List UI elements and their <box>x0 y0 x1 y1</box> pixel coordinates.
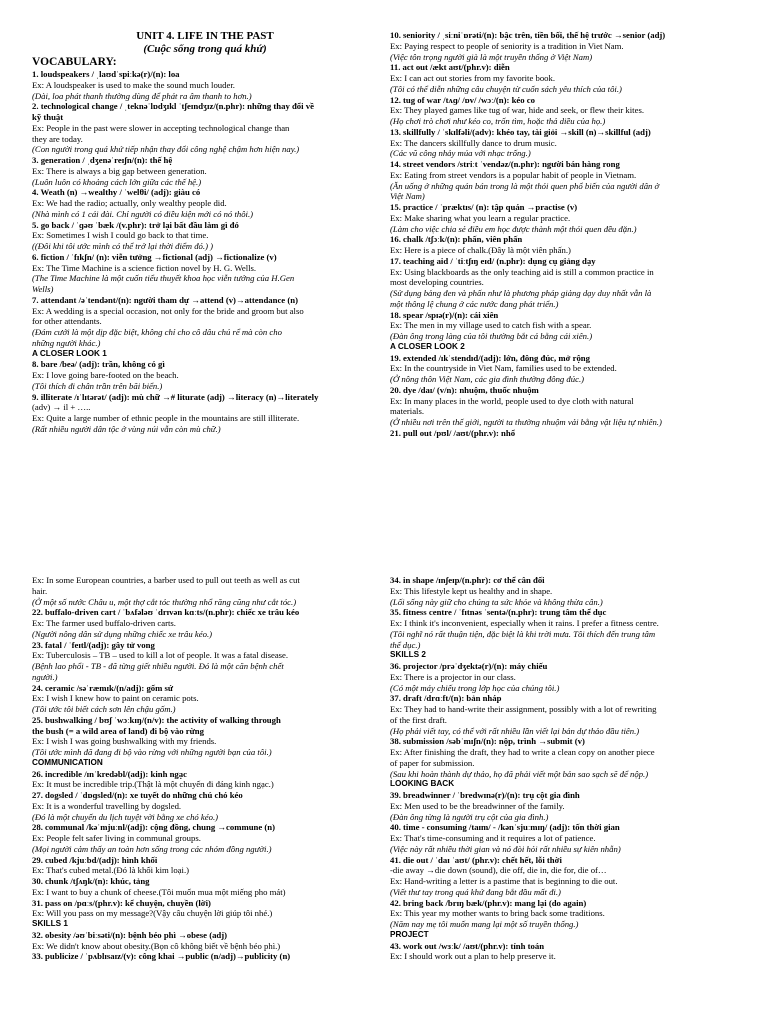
example-text: Ex: It is a wonderful travelling by dogsled. <box>32 800 182 811</box>
entry-heading: 11. act out /ækt aʊt/(phr.v): diễn <box>390 62 510 73</box>
entry-heading: 1. loudspeakers / ˌlaʊdˈspiːkə(r)/(n): loa <box>32 69 180 79</box>
section-heading: PROJECT <box>390 929 429 939</box>
translation-text: (Đàn ông trong làng của tôi thường bắt cá bằng cái xiên.) <box>390 331 593 341</box>
translation-text: Wells) <box>32 284 54 294</box>
translation-text: (Năm nay mẹ tôi muốn mang lại một số truyền thống.) <box>390 919 579 929</box>
example-text: for other attendants. <box>32 316 102 327</box>
translation-text: (Ở nông thôn Việt Nam, các gia đình thường đông đúc.) <box>390 374 585 384</box>
example-text: they are today. <box>32 133 83 144</box>
example-text: Ex: There is a projector in our class. <box>390 671 516 682</box>
translation-text: Việt Nam) <box>390 191 425 202</box>
example-text: Ex: In some European countries, a barber used to pull out teeth as well as cut <box>32 575 300 585</box>
vocabulary-heading: VOCABULARY: <box>32 56 117 68</box>
example-text: Ex: I should work out a plan to help preserve it. <box>390 951 556 962</box>
page-top-left-column <box>32 30 378 435</box>
unit-title: UNIT 4. LIFE IN THE PAST <box>136 30 274 42</box>
section-heading: COMMUNICATION <box>32 757 103 767</box>
section-heading: LOOKING BACK <box>390 779 455 789</box>
example-text: Ex: Eating from street vendors is a popular habit of people in Vietnam. <box>390 169 637 180</box>
entry-heading: 26. incredible /ɪnˈkredəbl/(adj): kinh ngạc <box>32 768 187 779</box>
example-text: Ex: Will you pass on my message?(Vậy câu chuyện lời giúp tôi nhé.) <box>32 908 273 919</box>
entry-heading: 5. go back / ˈɡəʊ ˈbæk /(v.phr): trở lại bất đầu làm gì đó <box>32 219 239 230</box>
example-text: Ex: We had the radio; actually, only wealthy people did. <box>32 198 227 208</box>
example-text: Ex: After finishing the draft, they had to write a clean copy on another piece <box>390 747 655 757</box>
translation-text: (Sau khi hoàn thành dự thảo, họ đã phải viết một bản sao sạch sẽ để nộp.) <box>390 768 649 779</box>
example-text: materials. <box>390 406 425 417</box>
translation-text: (Tôi có thể diễn những câu chuyện từ cuốn sách yêu thích của tôi.) <box>390 83 622 94</box>
translation-text: (Người nông dân sử dụng những chiếc xe trâu kéo.) <box>32 628 213 639</box>
example-text: hair. <box>32 585 48 596</box>
entry-heading: 37. draft /drɑːft/(n): bản nháp <box>390 693 502 704</box>
entry-heading: 40. time - consuming /taɪm/ - /kənˈsjuːmɪŋ/ (adj): tốn thời gian <box>390 822 620 833</box>
translation-text: (Họ phải viết tay, có thể với rất nhiều lần viết lại bản dự thảo đầu tiên.) <box>390 725 640 736</box>
translation-text: một thông lệ chung ở các nước đang phát triển.) <box>390 298 559 309</box>
example-text: -die away →die down (sound), die off, die in, die for, die of… <box>390 865 607 876</box>
translation-text: thể dục.) <box>390 639 421 650</box>
example-text: Ex: Quite a large number of ethnic people in the mountains are still illiterate. <box>32 413 300 423</box>
entry-heading: 27. dogsled / ˈdɒɡsled/(n): xe tuyết do những chú chó kéo <box>32 790 243 800</box>
example-text: Ex: Sometimes I wish I could go back to that time. <box>32 230 209 241</box>
translation-text: (Có một máy chiếu trong lớp học của chúng tôi.) <box>390 682 560 693</box>
section-heading: A CLOSER LOOK 2 <box>390 341 465 351</box>
example-text: Ex: I can act out stories from my favorite book. <box>390 73 556 83</box>
example-text: Ex: The Time Machine is a science fiction novel by H. G. Wells. <box>32 262 257 273</box>
entry-heading: 34. in shape /ɪnʃeɪp/(n.phr): cơ thể cân đối <box>390 575 545 585</box>
translation-text: (Đàn ông từng là người trụ cột của gia đình.) <box>390 811 549 822</box>
translation-text: (Làm cho việc chia sẻ điều em học được thành một thói quen đều đặn.) <box>390 223 637 234</box>
entry-heading: 15. practice / ˈpræktɪs/ (n): tập quán →practise (v) <box>390 202 578 212</box>
example-text: Ex: I wish I knew how to paint on ceramic pots. <box>32 693 199 704</box>
translation-text: (Bệnh lao phổi - TB - đã từng giết nhiều người. Đó là một căn bệnh chết <box>32 661 284 671</box>
translation-text: (Đám cưới là một dịp đặc biệt, không chỉ cho cô dâu chú rể mà còn cho <box>32 327 282 337</box>
translation-text: (Lối sống này giữ cho chúng ta sức khỏe và không thừa cân.) <box>390 596 603 607</box>
translation-text: (Con người trong quá khứ tiếp nhận thay đổi công nghệ chậm hơn hiện nay.) <box>32 144 300 155</box>
translation-text: (Rất nhiều người dân tộc ở vùng núi vẫn còn mù chữ.) <box>32 423 221 434</box>
entry-heading: 12. tug of war /tʌɡ/ /ɒv/ /wɔː/(n): kéo co <box>390 94 535 105</box>
example-text: Ex: The farmer used buffalo-driven carts. <box>32 618 176 628</box>
entry-heading: 43. work out /wɜːk/ /aʊt/(phr.v): tính toán <box>390 940 545 951</box>
entry-heading: 20. dye /daɪ/ (v/n): nhuộm, thuốc nhuộm <box>390 384 539 395</box>
example-text: Ex: A wedding is a special occasion, not only for the bride and groom but also <box>32 305 304 316</box>
entry-heading: 7. attendant /əˈtendənt/(n): người tham dự →attend (v)→attendance (n) <box>32 294 298 305</box>
example-text: Ex: In many places in the world, people used to dye cloth with natural <box>390 395 634 406</box>
example-text: (adv) → il + ….. <box>32 402 91 413</box>
entry-heading: 24. ceramic /səˈræmɪk/(n/adj): gốm sứ <box>32 682 174 693</box>
translation-text: người.) <box>32 671 58 682</box>
entry-heading: 22. buffalo-driven cart / ˈbʌfələʊ ˈdrɪvən kɑːts/(n.phr): chiếc xe trâu kéo <box>32 607 300 618</box>
example-text: Ex: Paying respect to people of seniority is a tradition in Viet Nam. <box>390 40 624 51</box>
entry-heading: 10. seniority / ˌsiːniˈɒrəti/(n): bậc trên, tiền bối, thế hệ trước →senior (adj) <box>390 30 666 40</box>
translation-text: (Các vũ công nhảy múa với nhạc trống.) <box>390 148 531 159</box>
entry-heading: kỹ thuật <box>32 112 64 122</box>
entry-heading: 17. teaching aid / ˈtiːtʃɪŋ eɪd/ (n.phr): dụng cụ giảng dạy <box>390 255 596 266</box>
entry-heading: 14. street vendors /striːt ˈvendəz/(n.phr): người bán hàng rong <box>390 159 620 169</box>
example-text: Ex: That's cubed metal.(Đó là khối kim loại.) <box>32 865 190 876</box>
translation-text: (Việc tôn trọng người già là một truyền thống ở Việt Nam) <box>390 51 593 62</box>
example-text: Ex: Hand-writing a letter is a pastime that is beginning to die out. <box>390 876 618 886</box>
entry-heading: 4. Weath (n) →wealthy / ˈwelθi/ (adj): giàu có <box>32 187 201 198</box>
translation-text: (Ăn uống ở những quán bán trong là một thói quen phổ biến của người dân ở <box>390 180 660 191</box>
example-text: Ex: People in the past were slower in accepting technological change than <box>32 122 290 133</box>
entry-heading: 32. obesity /əʊˈbiːsəti/(n): bệnh béo phì →obese (adj) <box>32 929 228 940</box>
section-heading: SKILLS 1 <box>32 919 68 928</box>
translation-text: (Tôi ước tôi biết cách sơn lên chậu gốm.) <box>32 704 176 714</box>
entry-heading: 30. chunk /tʃʌŋk/(n): khúc, tảng <box>32 876 150 886</box>
entry-heading: 2. technological change / ˌteknəˈlɒdʒɪkl ˈtʃeɪndʒɪz/(n.phr): những thay đổi về <box>32 101 314 112</box>
entry-heading: 41. die out / ˈdaɪ ˈaʊt/ (phr.v): chết hết, lỗi thời <box>390 854 562 865</box>
section-heading: A CLOSER LOOK 1 <box>32 348 107 358</box>
translation-text: (Mọi người cảm thấy an toàn hơn sống trong các nhóm đồng người.) <box>32 843 272 854</box>
translation-text: (Họ chơi trò chơi như kéo co, trốn tìm, hoặc thả diều của họ.) <box>390 116 606 126</box>
example-text: of paper for submission. <box>390 757 475 768</box>
example-text: Ex: People felt safer living in communal groups. <box>32 833 201 843</box>
entry-heading: 8. bare /beə/ (adj): trần, không có gì <box>32 359 165 370</box>
example-text: Ex: In the countryside in Viet Nam, families used to be extended. <box>390 363 617 374</box>
translation-text: (Dài, loa phát thanh thường dùng để phát ra âm thanh to hơn.) <box>32 90 252 101</box>
entry-heading: 13. skillfully / ˈskɪlfəli/(adv): khéo tay, tài giỏi →skill (n)→skillful (adj) <box>390 126 651 137</box>
example-text: Ex: I wish I was going bushwalking with my friends. <box>32 736 217 747</box>
translation-text: (Đó là một chuyến du lịch tuyệt vời bằng xe chó kéo.) <box>32 811 219 822</box>
example-text: Ex: There is always a big gap between generation. <box>32 165 207 176</box>
translation-text: (Luôn luôn có khoảng cách lớn giữa các thế hệ.) <box>32 176 202 187</box>
page-bottom-right-column <box>390 575 750 962</box>
entry-heading: 9. illiterate /ɪˈlɪtərət/ (adj): mù chữ →# liturate (adj) →literacy (n)→literately <box>32 391 319 402</box>
translation-text: (Ở một số nước Châu u, một thợ cắt tóc thường nhổ răng cũng như cắt tóc.) <box>32 596 297 607</box>
example-text: Ex: We didn't know about obesity.(Bọn cô không biết về bệnh béo phì.) <box>32 940 281 951</box>
example-text: Ex: Using blackboards as the only teaching aid is still a common practice in <box>390 266 654 277</box>
example-text: Ex: This lifestyle kept us healthy and in shape. <box>390 585 553 596</box>
entry-heading: 42. bring back /brɪŋ bæk/(phr.v): mang lại (do again) <box>390 897 587 908</box>
unit-subtitle: (Cuộc sống trong quá khứ) <box>143 43 267 55</box>
example-text: Ex: A loudspeaker is used to make the sound much louder. <box>32 79 235 90</box>
example-text: Ex: I want to buy a chunk of cheese.(Tôi muốn mua một miếng pho mát) <box>32 886 286 897</box>
example-text: Ex: I love going bare-footed on the beach. <box>32 370 179 380</box>
translation-text: (Tôi ước mình đã đang đi bộ vào rừng với những người bạn của tôi.) <box>32 747 272 757</box>
entry-heading: 18. spear /spɪə(r)/(n): cái xiên <box>390 309 499 320</box>
translation-text: những người khác.) <box>32 337 101 348</box>
example-text: Ex: Make sharing what you learn a regular practice. <box>390 212 571 223</box>
example-text: Ex: Here is a piece of chalk.(Đây là một viên phấn.) <box>390 245 571 255</box>
page-bottom-left-column <box>32 575 378 962</box>
entry-heading: 35. fitness centre / ˈfɪtnəs ˈsentə/(n.phr): trung tâm thể dục <box>390 607 607 618</box>
entry-heading: 36. projector /prəˈdʒektə(r)/(n): máy chiếu <box>390 661 548 671</box>
example-text: Ex: The dancers skillfully dance to drum music. <box>390 137 557 148</box>
entry-heading: 19. extended /ɪkˈstendɪd/(adj): lớn, đông đúc, mở rộng <box>390 352 590 363</box>
entry-heading: the bush (= a wild area of land) đi bộ vào rừng <box>32 725 204 736</box>
example-text: of the first draft. <box>390 714 447 725</box>
entry-heading: 29. cubed /kjuːbd/(adj): hình khối <box>32 854 158 865</box>
entry-heading: 23. fatal / ˈfeɪtl/(adj): gây tử vong <box>32 639 155 650</box>
entry-heading: 16. chalk /tʃɔːk/(n): phấn, viên phấn <box>390 234 523 245</box>
translation-text: ((Đôi khi tôi ước mình có thể trở lại thời điểm đó.) ) <box>32 241 214 251</box>
example-text: Ex: It must be incredible trip.(Thật là một chuyến đi đáng kinh ngạc.) <box>32 779 274 790</box>
page-top <box>0 30 768 525</box>
entry-heading: 6. fiction / ˈfɪkʃn/ (n): viễn tưởng →fictional (adj) →fictionalize (v) <box>32 251 277 262</box>
page-top-right-column <box>390 30 750 439</box>
example-text: Ex: The men in my village used to catch fish with a spear. <box>390 320 592 331</box>
entry-heading: 25. bushwalking / bʊʃ ˈwɔːkɪŋ/(n/v): the activity of walking through <box>32 714 281 725</box>
example-text: Ex: Tuberculosis – TB – used to kill a lot of people. It was a fatal disease. <box>32 650 289 661</box>
example-text: Ex: That's time-consuming and it requires a lot of patience. <box>390 833 596 843</box>
entry-heading: 33. publicize / ˈpʌblɪsaɪz/(v): công khai →public (n/adj)→publicity (n) <box>32 951 291 962</box>
entry-heading: 31. pass on /pɑːs/(phr.v): kể chuyện, chuyền (lời) <box>32 897 211 908</box>
translation-text: (Việc này rất nhiều thời gian và nó đòi hỏi rất nhiều sự kiên nhẫn) <box>390 843 621 854</box>
translation-text: (Tôi nghĩ nó rất thuận tiện, đặc biệt là khi trời mưa. Tôi thích đến trung tâm <box>390 628 656 639</box>
entry-heading: 39. breadwinner / ˈbredwɪnə(r)/(n): trụ cột gia đình <box>390 790 580 800</box>
page-bottom <box>0 575 768 1024</box>
translation-text: (Tôi thích đi chân trần trên bãi biển.) <box>32 380 163 391</box>
section-heading: SKILLS 2 <box>390 650 426 660</box>
translation-text: (Ở nhiều nơi trên thế giới, người ta thường nhuộm vải bằng vật liệu tự nhiên.) <box>390 417 662 427</box>
example-text: Ex: This year my mother wants to bring back some traditions. <box>390 908 605 919</box>
example-text: Ex: They had to hand-write their assignment, possibly with a lot of rewriting <box>390 704 657 714</box>
example-text: most developing countries. <box>390 277 484 288</box>
entry-heading: 3. generation / ˌdʒenəˈreɪʃn/(n): thế hệ <box>32 155 173 165</box>
entry-heading: 21. pull out /pʊl/ /aʊt/(phr.v): nhổ <box>390 427 516 438</box>
translation-text: (Nhà mình có 1 cái đài. Chỉ người có điều kiện mới có nó thôi.) <box>32 208 254 219</box>
translation-text: (The Time Machine là một cuốn tiểu thuyết khoa học viễn tưởng của H.Gen <box>32 273 295 284</box>
example-text: Ex: I think it's inconvenient, especially when it rains. I prefer a fitness centre. <box>390 618 659 628</box>
translation-text: (Sử dụng bảng đen và phấn như là phương pháp giảng dạy duy nhất vẫn là <box>390 288 652 298</box>
entry-heading: 28. communal /kəˈmjuːnl/(adj): cộng đồng, chung →commune (n) <box>32 822 276 833</box>
entry-heading: 38. submission /səbˈmɪʃn/(n): nộp, trình →submit (v) <box>390 736 585 747</box>
translation-text: (Viết thư tay trong quá khứ đang bắt đầu mất đi.) <box>390 886 561 897</box>
example-text: Ex: Men used to be the breadwinner of the family. <box>390 800 565 811</box>
example-text: Ex: They played games like tug of war, hide and seek, or flew their kites. <box>390 105 645 116</box>
